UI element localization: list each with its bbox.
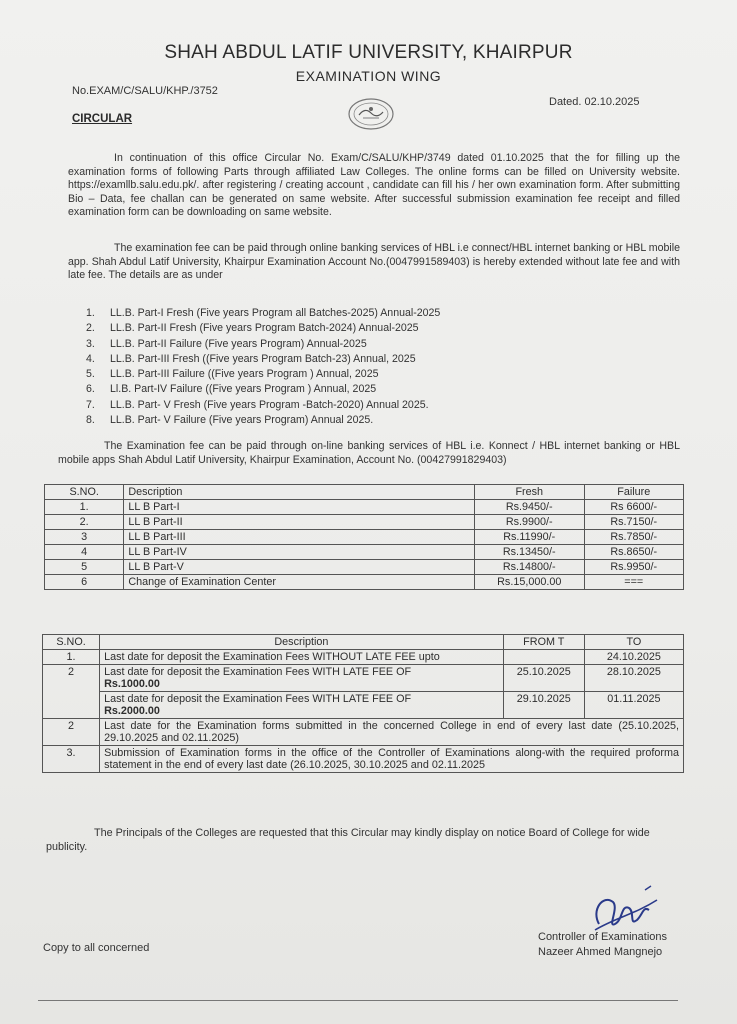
table-header-row — [45, 485, 684, 500]
table-row: 4 LL B Part-IV Rs.13450/- Rs.8650/- — [45, 545, 684, 560]
table-row: 2 Last date for the Examination forms submitted in the concerned College in end of every last date (25.10.2025, 29.10.2025 and 02.11.2025) — [43, 719, 684, 746]
list-item: 8. LL.B. Part- V Failure (Five years Program) Annual 2025. — [86, 414, 374, 427]
table-row: 2 Last date for deposit the Examination Fees WITH LATE FEE OF Rs.1000.00 25.10.2025 28.10.2025 — [43, 665, 684, 692]
wing-title: EXAMINATION WING — [295, 68, 442, 84]
list-item: 7. LL.B. Part- V Fresh (Five years Program -Batch-2020) Annual 2025. — [86, 398, 429, 411]
university-seal-icon — [347, 97, 395, 131]
controller-designation: Controller of Examinations — [538, 931, 668, 943]
paragraph-2 — [68, 242, 680, 283]
table-row: 1. Last date for deposit the Examination Fees WITHOUT LATE FEE upto 24.10.2025 — [43, 650, 684, 665]
table-row: 3. Submission of Examination forms in the office of the Controller of Examinations along-with the required proforma statement in the end of every last date (26.10.2025, 30.10.2025 and 02.11.2025 — [43, 746, 684, 773]
bottom-rule — [38, 1000, 678, 1001]
column-header-description: Description — [100, 635, 504, 650]
column-header-sno: S.NO. — [45, 485, 124, 500]
copy-to-all: Copy to all concerned — [43, 942, 150, 954]
table-row: 6 Change of Examination Center Rs.15,000.00 === — [45, 575, 684, 590]
table-row: 1. LL B Part-I Rs.9450/- Rs 6600/- — [45, 500, 684, 515]
paragraph-2-text: The examination fee can be paid through online banking services of HBL i.e connect/HBL internet banking or HBL mobile app. Shah Abdul Latif University, Khairpur Examination Account No.(0047991589403) is hereby extended without late fee and with late fee. The details are as under — [68, 242, 680, 281]
schedule-table — [42, 634, 684, 773]
program-list — [86, 306, 440, 428]
controller-signature-block — [538, 930, 667, 960]
list-item: 6. Ll.B. Part-IV Failure ((Five years Program ) Annual, 2025 — [86, 383, 377, 396]
list-item: 2. LL.B. Part-II Fresh (Five years Program Batch-2024) Annual-2025 — [86, 322, 419, 335]
table-row: 2. LL B Part-II Rs.9900/- Rs.7150/- — [45, 515, 684, 530]
column-header-fresh: Fresh — [475, 485, 585, 500]
column-header-description: Description — [124, 485, 475, 500]
list-item: 1. LL.B. Part-I Fresh (Five years Program all Batches-2025) Annual-2025 — [86, 307, 441, 319]
column-header-from: FROM T — [503, 635, 584, 650]
list-item: 5. LL.B. Part-III Failure ((Five years Program ) Annual, 2025 — [86, 368, 379, 381]
circular-heading: CIRCULAR — [72, 113, 133, 125]
paragraph-1 — [68, 152, 680, 220]
column-header-sno: S.NO. — [43, 635, 100, 650]
list-item: 3. LL.B. Part-II Failure (Five years Program) Annual-2025 — [86, 337, 367, 350]
table-header-row — [43, 635, 684, 650]
column-header-failure: Failure — [584, 485, 684, 500]
fee-table — [44, 484, 684, 590]
paragraph-3 — [58, 440, 680, 467]
table-row: 5 LL B Part-V Rs.14800/- Rs.9950/- — [45, 560, 684, 575]
publicity-note: The Principals of the Colleges are requested that this Circular may kindly display on notice Board of College for wide publicity. — [46, 827, 650, 853]
table-row: Last date for deposit the Examination Fees WITH LATE FEE OF Rs.2000.00 29.10.2025 01.11.2025 — [43, 692, 684, 719]
reference-number: No.EXAM/C/SALU/KHP./3752 — [72, 85, 218, 97]
paragraph-1-text: In continuation of this office Circular No. Exam/C/SALU/KHP/3749 dated 01.10.2025 that the for filling up the examination forms of following Parts through affiliated Law Colleges. The online forms can be filled on University website. https://examllb.salu.edu.pk/. after registering / creating account , candidate can fill his / her own examination form. After submitting Bio – Data, fee challan can be generated on same website. After successful submission examination fee receipt and filled examination form can be downloading on same website. — [68, 152, 680, 218]
controller-name: Nazeer Ahmed Mangnejo — [538, 946, 663, 958]
paragraph-3-text: The Examination fee can be paid through on-line banking services of HBL i.e. Konnect / HBL internet banking or HBL mobile apps Shah Abdul Latif University, Khairpur Examination, Account No. (00427991829403) — [58, 440, 680, 466]
date: Dated. 02.10.2025 — [549, 96, 640, 108]
table-row: 3 LL B Part-III Rs.11990/- Rs.7850/- — [45, 530, 684, 545]
university-title: SHAH ABDUL LATIF UNIVERSITY, KHAIRPUR — [164, 42, 573, 63]
list-item: 4. LL.B. Part-III Fresh ((Five years Program Batch-23) Annual, 2025 — [86, 352, 416, 365]
column-header-to: TO — [584, 635, 683, 650]
